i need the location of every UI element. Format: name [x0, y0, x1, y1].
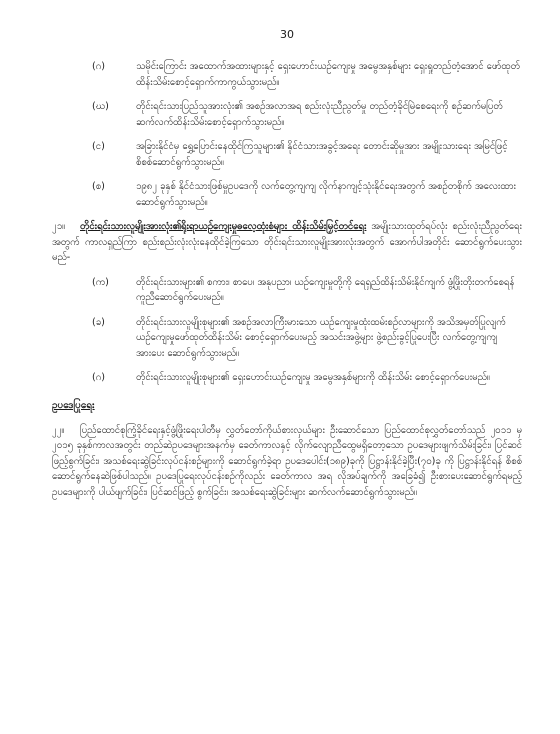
section-heading: ဥပဒေပြုရေး — [52, 399, 95, 411]
paragraph-text: ပြည်ထောင်စုကြံ့ခိုင်ရေးနှင့်ဖွံ့ဖြိုးရေးပါတီမှ လွှတ်တော်ကိုယ်စားလှယ်များ ဦးဆောင်သော ပြည်ထောင်စုလွှတ်တော်သည် ၂၀၁၁ မှ ၂၀၁၅ ခုနှစ်ကာလအတွင်း တည်ဆဲဥပဒေများအနက်မှ ခေတ်ကာလနှင့် လိုက်လျောညီထွေမရှိတော့သော ဥပဒေများဖျက်သိမ်းခြင်း၊ ပြင်ဆင်ဖြည့်စွက်ခြင်း၊ အသစ်ရေးဆွဲခြင်းလုပ်ငန်းစဉ်များကို ဆောင်ရွက်ခဲ့ရာ ဥပဒေပေါင်း(၁၈၉)ခုကို ပြဋ္ဌာန်းနိုင်ခဲ့ပြီး(၇၀)ခု ကို ပြဋ္ဌာန်းနိုင်ရန် စိစစ်ဆောင်ရွက်နေဆဲဖြစ်ပါသည်။ ဥပဒေပြုရေးလုပ်ငန်းစဉ်ကိုလည်း ခေတ်ကာလ အရ လိုအပ်ချက်ကို အခြေခံ၍ ဦးစားပေးဆောင်ရွက်ရမည့်ဥပဒေများကို ပါယ်ဖျက်ခြင်း၊ ပြင်ဆင်ဖြည့် စွက်ခြင်း၊ အသစ်ရေးဆွဲခြင်းများ ဆက်လက်ဆောင်ရွက်သွားမည်။ — [52, 424, 522, 498]
item-marker: (ဃ) — [92, 101, 109, 112]
item-marker: (ခ) — [92, 316, 105, 328]
item-text: တိုင်းရင်းသားများ၏ စကား၊ စာပေ၊ အနုပညာ၊ ယဉ်ကျေးမှုတို့ကို ရေရှည်ထိန်းသိမ်းနိုင်ကျက် ဖွံ့ဖြိုးတိုးတက်စေရန် ကူညီဆောင်ရွက်ပေးမည်။ — [136, 276, 515, 303]
item-marker: (င) — [92, 141, 105, 152]
item-text: တိုင်းရင်းသားလူမျိုးစုများ၏ အစဉ်အလာကြီးမားသော ယဉ်ကျေးမှုထုံးထမ်းစဉ်လာများကို အသိအမှတ်ပြုလျက် ယဉ်ကျေးမှုဖော်ထုတ်ထိန်းသိမ်း စောင့်ရှောက်ပေးမည့် အသင်းအဖွဲ့များ ဖွဲ့စည်းခွင့်ပြုပေးပြီး လက်တွေ့ကျကျအားပေး ဆောင်ရွက်သွားမည်။ — [136, 316, 506, 359]
item-text: တိုင်းရင်းသားလူမျိုးစုများ၏ ရှေးဟောင်းယဉ်ကျေးမှု အမွေအနှစ်များကို ထိန်းသိမ်း စောင့်ရှောက်ပေးမည်။ — [136, 372, 490, 383]
paragraph-22 — [52, 423, 522, 501]
page-number: 30 — [280, 28, 294, 41]
list-item — [52, 59, 522, 90]
item-text: တိုင်းရင်းသားပြည်သူအားလုံး၏ အစဉ်အလာအရ စည်းလုံးညီညွတ်မှု တည်တံ့ခိုင်မြဲစေရေးကို စဉ်ဆက်မပြတ် ဆက်လက်ထိန်းသိမ်းစောင့်ရှောက်သွားမည်။ — [136, 101, 503, 128]
item-text: အခြားနိုင်ငံမှ ရွှေ့ပြောင်းနေထိုင်ကြသူများ၏ နိုင်ငံသားအခွင့်အရေး တောင်းဆိုမှုအား အမျိုးသားရေး အမြင်ဖြင့် စိစစ်ဆောင်ရွက်သွားမည်။ — [136, 141, 508, 168]
list-item — [52, 370, 522, 386]
paragraph-number: ၂၁။ — [52, 221, 66, 232]
list-item — [52, 275, 522, 306]
item-marker: (စ) — [92, 181, 105, 192]
list-item — [52, 139, 522, 170]
paragraph-heading: တိုင်းရင်းသားလူမျိုးအားလုံး၏ရိုးရာယဉ်ကျေးမှုဓလေ့ထုံးစံများ ထိန်းသိမ်းမြှင့်တင်ရေး — [80, 221, 367, 232]
item-text: သမိုင်းကြောင်း အထောက်အထားများနှင့် ရှေးဟောင်းယဉ်ကျေးမှု အမွေအနှစ်များ ရှေးရှုတည်တံ့အောင် ဖော်ထုတ်ထိန်းသိမ်းစောင့်ရှောက်ကာကွယ်သွားမည်။ — [136, 61, 520, 88]
paragraph-text: အမျိုးသားထုတ်ရပ်လုံး စည်းလုံးညီညွတ်ရေးအတွက် ကာလရှည်ကြာ စည်းစည်းလုံးလုံးနေထိုင်ခဲ့ကြသော တိုင်းရင်းသားလူမျိုးအားလုံးအတွက် အောက်ပါအတိုင်း ဆောင်ရွက်ပေးသွားမည်- — [52, 221, 522, 263]
list-item — [52, 179, 522, 210]
item-text: ၁၉၈၂ ခုနှစ် နိုင်ငံသားဖြစ်မှုဥပဒေကို လက်တွေ့ကျကျ လိုက်နာကျင့်သုံးနိုင်ရေးအတွက် အစဉ်တစိုက် အလေးထားဆောင်ရွက်သွားမည်။ — [136, 181, 516, 208]
paragraph-21 — [52, 219, 522, 266]
item-marker: (ဂ) — [92, 61, 105, 72]
item-marker: (က) — [92, 276, 109, 288]
item-marker: (ဂ) — [92, 372, 105, 383]
paragraph-number: ၂၂။ — [52, 424, 65, 436]
list-item — [52, 315, 522, 362]
list-item — [52, 99, 522, 130]
